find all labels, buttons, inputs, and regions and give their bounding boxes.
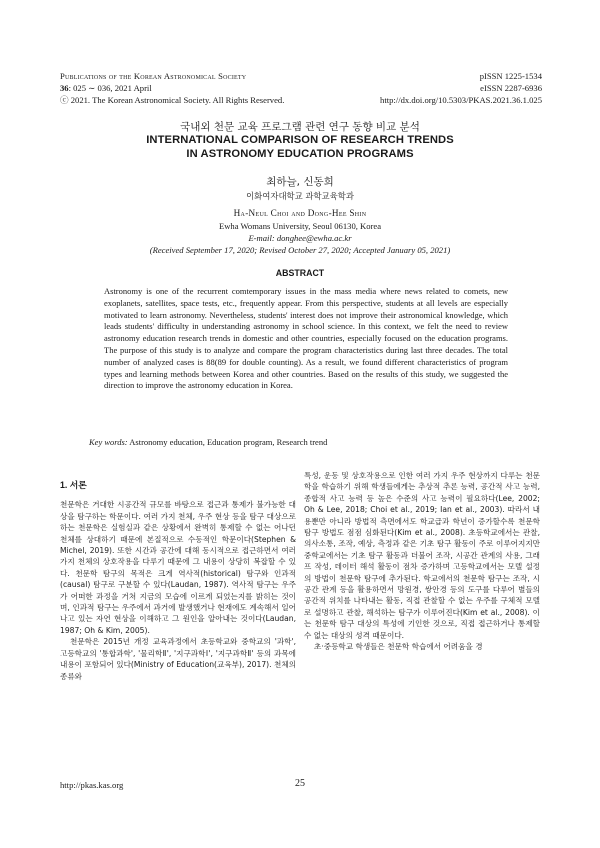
section-heading: 1. 서론: [60, 480, 87, 490]
author-email[interactable]: E-mail: donghee@ewha.ac.kr: [248, 233, 352, 243]
affiliation-english: Ewha Womans University, Seoul 06130, Korea: [218, 221, 382, 231]
volume-line: [60, 82, 284, 94]
journal-header-right: [380, 70, 542, 106]
keywords: [89, 437, 519, 447]
doi-link[interactable]: http://dx.doi.org/10.5303/PKAS.2021.36.1.025: [380, 95, 542, 105]
authors-korean: 최하늘, 신동희: [266, 176, 334, 188]
keywords-text: Astronomy education, Education program, Research trend: [127, 437, 328, 447]
volume-number: 36: [60, 83, 69, 93]
body-column-left: [60, 480, 296, 682]
title-block: [0, 120, 600, 161]
title-english-line1: INTERNATIONAL COMPARISON OF RESEARCH TRENDS: [146, 134, 454, 146]
title-english-line2: IN ASTRONOMY EDUCATION PROGRAMS: [186, 147, 414, 160]
copyright-line: ⓒ 2021. The Korean Astronomical Society. All Rights Reserved.: [60, 95, 285, 105]
page-number: 25: [295, 778, 305, 789]
body-paragraph: 천문학은 거대한 시공간적 규모를 바탕으로 접근과 통제가 불가능한 대상을 탐구하는 학문이다. 여러 가지 천체, 우주 현상 등을 탐구 대상으로 하는 천문학은 실험실과 같은 상황에서 완벽히 통제할 수 없는 어나던 천체를 상대하기 때문에 본질적으로 수동적인 학문이다(Stephen & Michel, 2019). 또한 시간과 공간에 대해 동시적으로 접근하면서 여러 가지 천체의 상호작용을 다루기 때문에 그 내용이 상당히 복잡할 수 있다. 천문학 탐구의 목적은 크게 역사적(historical) 탐구와 인과적(causal) 탐구로 구분할 수 있다(Laudan, 1987). 역사적 탐구는 우주가 어떠한 과정을 거쳐 지금의 모습에 이르게 되었는지를 밝히는 것이며, 인과적 탐구는 우주에서 과거에 발생했거나 현재에도 계속해서 일어나고 있는 자연 현상을 이해하고 그 원인을 알아내는 것이다(Laudan, 1987; Oh & Kim, 2005).: [60, 500, 296, 635]
pissn: pISSN 1225-1534: [479, 71, 542, 81]
volume-pages: : 025 ∼ 036, 2021 April: [68, 83, 152, 93]
affiliation-korean: 이화여자대학교 과학교육학과: [246, 191, 354, 201]
authors-english: Ha-Neul Choi and Dong-Hee Shin: [233, 208, 367, 218]
abstract-text: Astronomy is one of the recurrent comtemporary issues in the mass media where news related to comets, new exoplanets, satellites, space tests, etc., frequently appear. From this perspective, students at all levels are especially motivated to learn astronomy. Nevertheless, students' interest does not improve their astronomical knowledge, which leads students' difficulty in understanding astronomy in school science. In this context, we felt the need to review astronomy education research trends in domestic and other countries, especially focused on the education programs. The purpose of this study is to analyze and compare the program characteristics during last three decades. The total number of analyzed cases is 88(89 for double counting). As a result, we found different characteristics of program types and learning methods between Korea and other countries. Based on the results of this study, we suggested the direction to improve the astronomy education in Korea.: [104, 286, 508, 391]
body-column-right: [304, 470, 540, 653]
eissn: eISSN 2287-6936: [480, 83, 542, 93]
abstract-heading: ABSTRACT: [275, 268, 325, 278]
journal-name: Publications of the Korean Astronomical Society: [60, 71, 247, 81]
journal-header-left: [60, 70, 284, 106]
footer-url[interactable]: http://pkas.kas.org: [60, 780, 124, 790]
title-korean: 국내외 천문 교육 프로그램 관련 연구 동향 비교 분석: [180, 121, 420, 133]
received-dates: (Received September 17, 2020; Revised October 27, 2020; Accepted January 05, 2021): [149, 245, 451, 255]
body-paragraph: 천문학은 2015년 개정 교육과정에서 초등학교와 중학교의 '과학', 고등학교의 '통합과학', '물리학Ⅱ', '지구과학Ⅰ', '지구과학Ⅱ' 등의 과목에 내용이 포함되어 있다(Ministry of Education(교육부), 2017). 천체의 종류와: [60, 637, 296, 681]
body-paragraph: 특성, 운동 및 상호작용으로 인한 여러 가지 우주 현상까지 다루는 천문학을 학습하기 위해 학생들에게는 추상적 추론 능력, 공간적 사고 능력, 종합적 사고 능력 등 높은 수준의 사고 능력이 필요하다(Lee, 2002; Oh & Lee, 2018; Choi et al., 2019; Ian et al., 2003). 따라서 내용뿐만 아니라 방법적 측면에서도 학교급과 학년이 증가할수록 천문학 탐구 방법도 점점 심화된다(Kim et al., 2008). 초등학교에서는 관찰, 의사소통, 조작, 예상, 측정과 같은 기초 탐구 활동이 주로 이루어지지만 중학교에서는 기초 탐구 활동과 더불어 조작, 시공간 관계의 사용, 그래프 작성, 데이터 해석 활동이 점차 증가하며 고등학교에서는 모델 설정의 방법이 천문학 탐구에 추가된다. 학교에서의 천문학 탐구는 조작, 시공간 관계 등을 활용하면서 망원경, 쌍안경 등의 도구를 다루어 별들의 공간적 위치를 나타내는 활동, 직접 관찰할 수 없는 우주를 구체적 모델로 설명하고 관찰, 해석하는 탐구가 이루어진다(Kim et al., 2008). 이는 천문학 탐구 대상의 특성에 기인한 것으로, 직접 접근하거나 통제할 수 없는 대상의 성격 때문이다.: [304, 471, 540, 640]
body-paragraph: 초·중등학교 학생들은 천문학 학습에서 어려움을 경: [314, 642, 483, 652]
keywords-label: Key words:: [89, 437, 128, 447]
